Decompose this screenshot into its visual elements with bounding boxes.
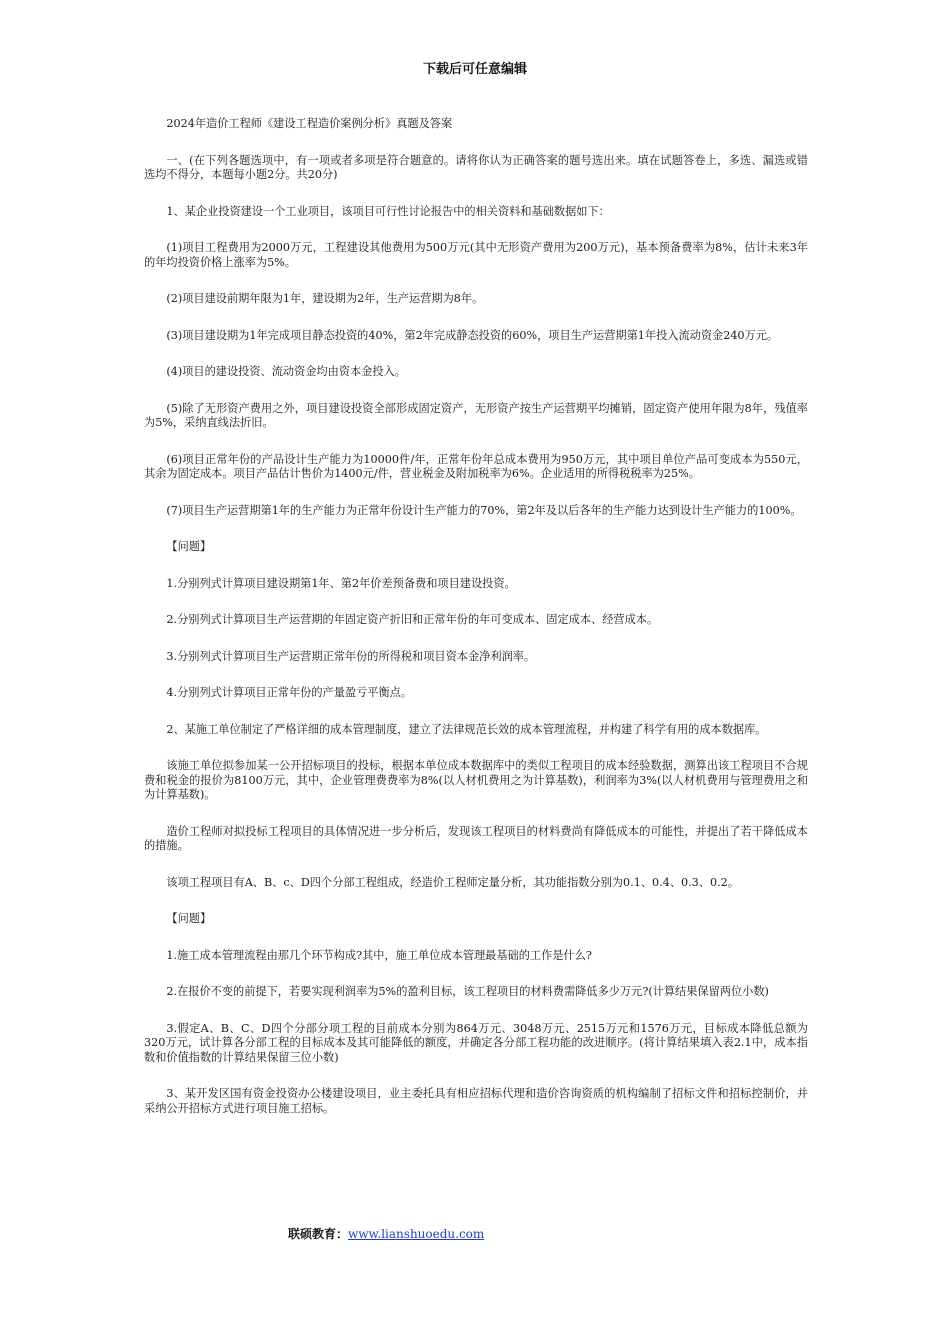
page-header: 下载后可任意编辑 (422, 62, 527, 77)
paragraph: 该项工程项目有A、B、c、D四个分部工程组成，经造价工程师定量分析，其功能指数分别为0.1、0.4、0.3、0.2。 (166, 875, 739, 889)
paragraph: 2、某施工单位制定了严格详细的成本管理制度，建立了法律规范长效的成本管理流程，并构建了科学有用的成本数据库。 (166, 722, 767, 736)
question-heading: 【问题】 (166, 540, 212, 553)
paragraph: (3)项目建设期为1年完成项目静态投资的40%，第2年完成静态投资的60%，项目生产运营期第1年投入流动资金240万元。 (166, 328, 779, 342)
footer-website-link[interactable]: www.lianshuoedu.com (348, 1227, 485, 1241)
paragraph: 1、某企业投资建设一个工业项目，该项目可行性讨论报告中的相关资料和基础数据如下： (166, 204, 610, 218)
paragraph: (1)项目工程费用为2000万元，工程建设其他费用为500万元(其中无形资产费用为200万元)，基本预备费率为8%，估计未来3年的年均投资价格上涨率为5%。 (144, 241, 808, 269)
paragraph: 该施工单位拟参加某一公开招标项目的投标，根据本单位成本数据库中的类似工程项目的成本经验数据，测算出该工程项目不合规费和税金的报价为8100万元，其中，企业管理费费率为8%(以人材机费用之为计算基数)，利润率为3%(以人材机费用与管理费用之和为计算基数)。 (144, 759, 808, 801)
page-footer (288, 1225, 484, 1242)
question-item: 1.分别列式计算项目建设期第1年、第2年价差预备费和项目建设投资。 (166, 576, 516, 590)
document-title: 2024年造价工程师《建设工程造价案例分析》真题及答案 (166, 117, 453, 130)
paragraph: 3、某开发区国有资金投资办公楼建设项目，业主委托具有相应招标代理和造价咨询资质的机构编制了招标文件和招标控制价，并采纳公开招标方式进行项目施工招标。 (144, 1087, 808, 1115)
paragraph: (4)项目的建设投资、流动资金均由资本金投入。 (166, 365, 406, 378)
paragraph: (5)除了无形资产费用之外，项目建设投资全部形成固定资产，无形资产按生产运营期平均摊销，固定资产使用年限为8年，残值率为5%，采纳直线法折旧。 (144, 401, 808, 429)
paragraph: 一、(在下列各题选项中，有一项或者多项是符合题意的。请将你认为正确答案的题号选出来。填在试题答卷上，多选、漏选或错选均不得分，本题每小题2分。共20分) (144, 153, 808, 181)
question-item: 3.假定A、B、C、D四个分部分项工程的目前成本分别为864万元、3048万元、2515万元和1576万元，目标成本降低总额为320万元，试计算各分部工程的目标成本及其可能降低的额度，并确定各分部工程功能的改进顺序。(将计算结果填入表2.1中，成本指数和价值指数的计算结果保留三位小数) (144, 1021, 808, 1064)
footer-brand: 联硕教育： (288, 1227, 349, 1241)
paragraph: (6)项目正常年份的产品设计生产能力为10000件/年，正常年份年总成本费用为950万元，其中项目单位产品可变成本为550元，其余为固定成本。项目产品估计售价为1400元/件，营业税金及附加税率为6%。企业适用的所得税税率为25%。 (144, 452, 808, 480)
question-item: 2.分别列式计算项目生产运营期的年固定资产折旧和正常年份的年可变成本、固定成本、经营成本。 (166, 613, 659, 626)
question-item: 2.在报价不变的前提下，若要实现利润率为5%的盈利目标，该工程项目的材料费需降低多少万元?(计算结果保留两位小数) (166, 985, 769, 998)
paragraph: 造价工程师对拟投标工程项目的具体情况进一步分析后，发现该工程项目的材料费尚有降低成本的可能性，并提出了若干降低成本的措施。 (144, 824, 808, 852)
paragraph: (2)项目建设前期年限为1年，建设期为2年，生产运营期为8年。 (166, 292, 484, 305)
question-item: 4.分别列式计算项目正常年份的产量盈亏平衡点。 (166, 686, 413, 699)
question-item: 1.施工成本管理流程由那几个环节构成?其中，施工单位成本管理最基础的工作是什么? (166, 948, 592, 962)
paragraph: (7)项目生产运营期第1年的生产能力为正常年份设计生产能力的70%，第2年及以后各年的生产能力达到设计生产能力的100%。 (166, 503, 802, 517)
question-heading: 【问题】 (166, 912, 212, 925)
document-body (144, 117, 808, 1138)
question-item: 3.分别列式计算项目生产运营期正常年份的所得税和项目资本金净利润率。 (166, 649, 536, 663)
